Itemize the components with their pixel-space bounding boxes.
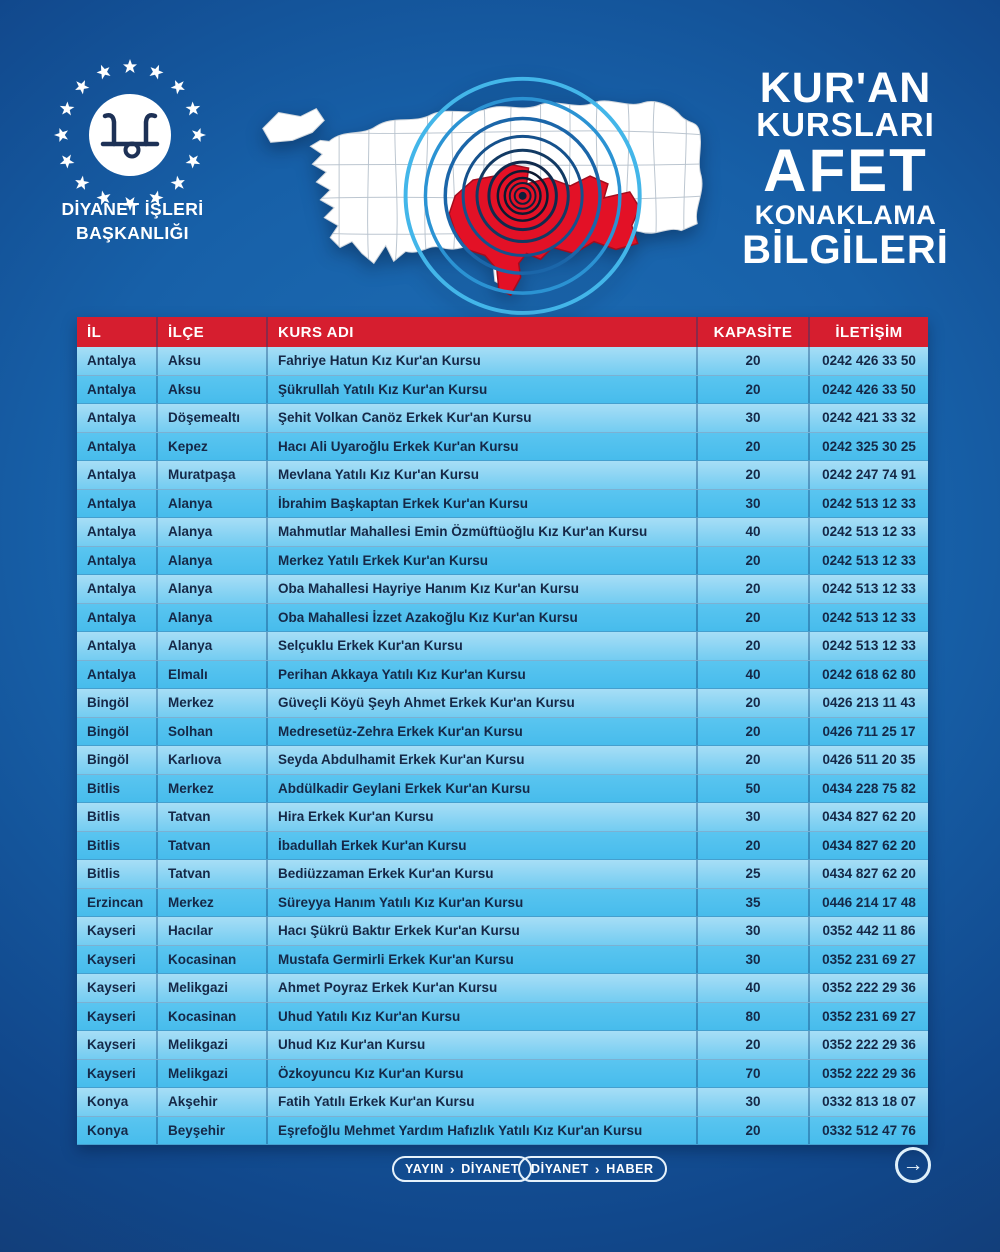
cell-ilce: Tatvan [156,860,266,888]
cell-ilce: Merkez [156,775,266,803]
cell-kurs-adi: Hacı Ali Uyaroğlu Erkek Kur'an Kursu [266,433,696,461]
cell-kapasite: 30 [696,917,808,945]
cell-kurs-adi: Mahmutlar Mahallesi Emin Özmüftüoğlu Kız Kur'an Kursu [266,518,696,546]
cell-iletisim: 0242 247 74 91 [808,461,928,489]
cell-il: Bingöl [87,752,129,768]
cell-iletisim: 0242 513 12 33 [808,632,928,660]
cell-il: Kayseri [87,951,136,967]
table-row [77,889,928,918]
badge1-left: YAYIN [405,1162,444,1176]
cell-iletisim: 0242 513 12 33 [808,518,928,546]
cell-ilce: Hacılar [156,917,266,945]
cell-kurs-adi: Uhud Kız Kur'an Kursu [266,1031,696,1059]
cell-ilce: Alanya [156,490,266,518]
table-row [77,974,928,1003]
cell-kurs-adi: Mevlana Yatılı Kız Kur'an Kursu [266,461,696,489]
cell-iletisim: 0242 513 12 33 [808,490,928,518]
cell-iletisim: 0434 827 62 20 [808,803,928,831]
cell-kapasite: 20 [696,832,808,860]
table-row [77,860,928,889]
badge2-left: DİYANET [531,1162,589,1176]
cell-kurs-adi: Eşrefoğlu Mehmet Yardım Hafızlık Yatılı Kız Kur'an Kursu [266,1117,696,1145]
cell-iletisim: 0242 513 12 33 [808,547,928,575]
cell-ilce: Solhan [156,718,266,746]
cell-kapasite: 20 [696,718,808,746]
table-row [77,775,928,804]
cell-il: Bingöl [87,723,129,739]
cell-il: Bitlis [87,837,121,853]
cell-il: Kayseri [87,980,136,996]
cell-iletisim: 0242 513 12 33 [808,575,928,603]
cell-il: Antalya [87,666,136,682]
table-row [77,604,928,633]
cell-ilce: Aksu [156,376,266,404]
cell-ilce: Kocasinan [156,946,266,974]
cell-il: Antalya [87,638,136,654]
cell-kurs-adi: Hacı Şükrü Baktır Erkek Kur'an Kursu [266,917,696,945]
cell-kurs-adi: Seyda Abdulhamit Erkek Kur'an Kursu [266,746,696,774]
table-header-row [77,317,928,347]
cell-kurs-adi: Uhud Yatılı Kız Kur'an Kursu [266,1003,696,1031]
cell-ilce: Alanya [156,518,266,546]
cell-iletisim: 0434 827 62 20 [808,860,928,888]
badge-yayin-diyanet [392,1156,532,1182]
cell-kurs-adi: Ahmet Poyraz Erkek Kur'an Kursu [266,974,696,1002]
cell-il: Kayseri [87,1065,136,1081]
cell-kapasite: 30 [696,490,808,518]
cell-kapasite: 30 [696,803,808,831]
cell-kurs-adi: İbadullah Erkek Kur'an Kursu [266,832,696,860]
cell-iletisim: 0242 325 30 25 [808,433,928,461]
cell-il: Antalya [87,467,136,483]
title-line-kuran: KUR'AN [759,64,932,112]
cell-il: Erzincan [87,894,144,910]
table-row [77,575,928,604]
cell-kapasite: 35 [696,889,808,917]
cell-ilce: Merkez [156,689,266,717]
cell-kurs-adi: Mustafa Germirli Erkek Kur'an Kursu [266,946,696,974]
info-table [77,317,928,1145]
cell-kurs-adi: Şehit Volkan Canöz Erkek Kur'an Kursu [266,404,696,432]
table-row [77,1003,928,1032]
cell-kapasite: 70 [696,1060,808,1088]
poster-title [718,64,973,272]
cell-kapasite: 20 [696,746,808,774]
cell-iletisim: 0434 228 75 82 [808,775,928,803]
cell-ilce: Melikgazi [156,974,266,1002]
cell-il: Antalya [87,381,136,397]
cell-kurs-adi: Oba Mahallesi İzzet Azakoğlu Kız Kur'an Kursu [266,604,696,632]
cell-kurs-adi: Fahriye Hatun Kız Kur'an Kursu [266,347,696,375]
cell-kurs-adi: Selçuklu Erkek Kur'an Kursu [266,632,696,660]
cell-kurs-adi: İbrahim Başkaptan Erkek Kur'an Kursu [266,490,696,518]
cell-ilce: Melikgazi [156,1031,266,1059]
cell-kurs-adi: Süreyya Hanım Yatılı Kız Kur'an Kursu [266,889,696,917]
cell-kapasite: 20 [696,461,808,489]
cell-il: Konya [87,1122,129,1138]
cell-iletisim: 0242 426 33 50 [808,376,928,404]
header-ilce: İLÇE [156,317,266,347]
cell-iletisim: 0332 813 18 07 [808,1088,928,1116]
cell-kapasite: 20 [696,1117,808,1145]
cell-kapasite: 40 [696,518,808,546]
org-name-line1: DİYANET İŞLERİ [61,199,204,219]
cell-iletisim: 0426 711 25 17 [808,718,928,746]
table-row [77,433,928,462]
table-row [77,1060,928,1089]
cell-ilce: Kocasinan [156,1003,266,1031]
cell-il: Kayseri [87,923,136,939]
cell-iletisim: 0352 222 29 36 [808,1060,928,1088]
cell-kapasite: 80 [696,1003,808,1031]
cell-iletisim: 0352 442 11 86 [808,917,928,945]
table-row [77,490,928,519]
table-row [77,1088,928,1117]
cell-ilce: Elmalı [156,661,266,689]
org-name-line2: BAŞKANLIĞI [76,223,189,243]
cell-kurs-adi: Güveçli Köyü Şeyh Ahmet Erkek Kur'an Kursu [266,689,696,717]
cell-iletisim: 0242 618 62 80 [808,661,928,689]
map-thrace-region [263,109,325,143]
cell-iletisim: 0242 513 12 33 [808,604,928,632]
cell-iletisim: 0446 214 17 48 [808,889,928,917]
table-row [77,832,928,861]
cell-il: Bitlis [87,780,121,796]
chevron-divider-icon: › [594,1161,601,1177]
table-row [77,946,928,975]
cell-kurs-adi: Fatih Yatılı Erkek Kur'an Kursu [266,1088,696,1116]
cell-kapasite: 20 [696,376,808,404]
cell-kurs-adi: Medresetüz-Zehra Erkek Kur'an Kursu [266,718,696,746]
cell-kurs-adi: Şükrullah Yatılı Kız Kur'an Kursu [266,376,696,404]
table-row [77,547,928,576]
cell-kapasite: 40 [696,974,808,1002]
cell-iletisim: 0352 222 29 36 [808,1031,928,1059]
badge2-right: HABER [606,1162,654,1176]
cell-kurs-adi: Bediüzzaman Erkek Kur'an Kursu [266,860,696,888]
cell-ilce: Kepez [156,433,266,461]
table-row [77,917,928,946]
cell-il: Kayseri [87,1008,136,1024]
cell-iletisim: 0352 231 69 27 [808,946,928,974]
table-row [77,518,928,547]
cell-il: Antalya [87,438,136,454]
table-row [77,746,928,775]
cell-il: Kayseri [87,1037,136,1053]
cell-iletisim: 0352 222 29 36 [808,974,928,1002]
cell-kurs-adi: Merkez Yatılı Erkek Kur'an Kursu [266,547,696,575]
table-body [77,347,928,1145]
cell-kapasite: 25 [696,860,808,888]
cell-ilce: Alanya [156,604,266,632]
cell-kapasite: 20 [696,632,808,660]
next-arrow-button[interactable] [895,1147,931,1183]
table-row [77,347,928,376]
cell-iletisim: 0352 231 69 27 [808,1003,928,1031]
cell-il: Bingöl [87,695,129,711]
cell-ilce: Aksu [156,347,266,375]
arrow-right-icon: → [902,1153,924,1176]
cell-kapasite: 20 [696,689,808,717]
title-line-konaklama: KONAKLAMA [754,200,937,230]
title-line-afet: AFET [763,137,928,204]
badge1-right: DİYANET [461,1162,520,1176]
cell-kapasite: 20 [696,575,808,603]
cell-ilce: Muratpaşa [156,461,266,489]
table-row [77,461,928,490]
cell-ilce: Tatvan [156,803,266,831]
cell-iletisim: 0242 421 33 32 [808,404,928,432]
header-kurs-adi: KURS ADI [266,317,696,347]
cell-il: Antalya [87,495,136,511]
cell-ilce: Beyşehir [156,1117,266,1145]
cell-kurs-adi: Oba Mahallesi Hayriye Hanım Kız Kur'an Kursu [266,575,696,603]
table-row [77,689,928,718]
cell-kurs-adi: Hira Erkek Kur'an Kursu [266,803,696,831]
title-line-kurslari: KURSLARI [756,106,935,143]
cell-ilce: Melikgazi [156,1060,266,1088]
cell-il: Konya [87,1094,129,1110]
cell-iletisim: 0434 827 62 20 [808,832,928,860]
cell-iletisim: 0332 512 47 76 [808,1117,928,1145]
header-iletisim: İLETİŞİM [808,317,928,347]
table-row [77,803,928,832]
cell-ilce: Döşemealtı [156,404,266,432]
cell-ilce: Alanya [156,632,266,660]
cell-il: Bitlis [87,809,121,825]
cell-ilce: Akşehir [156,1088,266,1116]
header-kapasite: KAPASİTE [696,317,808,347]
cell-kapasite: 20 [696,1031,808,1059]
cell-kapasite: 20 [696,433,808,461]
cell-iletisim: 0426 213 11 43 [808,689,928,717]
turkey-earthquake-map [243,57,713,305]
cell-iletisim: 0242 426 33 50 [808,347,928,375]
table-row [77,661,928,690]
cell-kurs-adi: Perihan Akkaya Yatılı Kız Kur'an Kursu [266,661,696,689]
header-il: İL [87,323,102,341]
org-name [20,197,245,245]
cell-kapasite: 20 [696,347,808,375]
cell-il: Antalya [87,581,136,597]
cell-kapasite: 20 [696,604,808,632]
cell-ilce: Tatvan [156,832,266,860]
cell-ilce: Alanya [156,547,266,575]
table-row [77,718,928,747]
cell-ilce: Karlıova [156,746,266,774]
chevron-divider-icon: › [449,1161,456,1177]
cell-kapasite: 20 [696,547,808,575]
cell-kapasite: 50 [696,775,808,803]
cell-il: Antalya [87,524,136,540]
cell-kapasite: 30 [696,1088,808,1116]
cell-il: Bitlis [87,866,121,882]
cell-kurs-adi: Özkoyuncu Kız Kur'an Kursu [266,1060,696,1088]
table-row [77,1117,928,1146]
cell-kapasite: 30 [696,946,808,974]
cell-kapasite: 40 [696,661,808,689]
table-row [77,376,928,405]
table-row [77,1031,928,1060]
cell-il: Antalya [87,410,136,426]
table-row [77,632,928,661]
cell-iletisim: 0426 511 20 35 [808,746,928,774]
cell-ilce: Alanya [156,575,266,603]
cell-il: Antalya [87,609,136,625]
badge-diyanet-haber [518,1156,667,1182]
table-row [77,404,928,433]
cell-ilce: Merkez [156,889,266,917]
cell-il: Antalya [87,353,136,369]
cell-il: Antalya [87,552,136,568]
cell-kurs-adi: Abdülkadir Geylani Erkek Kur'an Kursu [266,775,696,803]
title-line-bilgileri: BİLGİLERİ [742,228,949,272]
cell-kapasite: 30 [696,404,808,432]
